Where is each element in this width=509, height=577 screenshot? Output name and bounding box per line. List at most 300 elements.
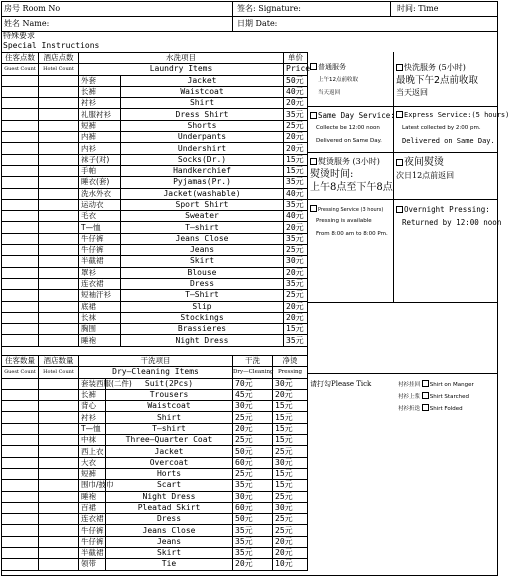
item-name-cn: 底裙 [79,301,121,312]
laundry-subheader-row [2,64,308,75]
dry-row [2,468,308,479]
dry-row [2,401,308,412]
dry-guest-count-cell[interactable] [2,468,39,479]
dry-subheader-row [2,367,308,378]
pressing-price: 30元 [273,378,308,389]
item-name-cn: 衬衫 [79,98,121,109]
dry-hotel-count-cell[interactable] [39,502,79,513]
pressing-header: 净烫 [273,356,308,367]
item-name-cn: 罩衫 [79,267,121,278]
express-service-option[interactable]: 快洗服务 (5小时) [396,63,466,73]
dry-cleaning-price: 25元 [233,468,273,479]
shirt-starched-checkbox[interactable] [422,392,429,399]
item-price: 35元 [284,109,308,120]
item-name-cn: 睡袍 [79,335,121,346]
item-name-en: Pyjamas(Pr.) [121,177,284,188]
hotel-count-cell[interactable] [39,222,79,233]
item-name-en: Night Dress [121,335,284,346]
item-price: 40元 [284,211,308,222]
item-name-en: T—Shirt [121,290,284,301]
item-name-cn: 外套 [79,75,121,86]
guest-count-cell[interactable] [2,335,39,346]
guest-count-cell[interactable] [2,120,39,131]
item-name-en: Shorts [121,120,284,131]
dry-item-name-en: T—shirt [106,423,233,434]
dry-item-name-cn: 连衣裙 [79,514,106,525]
item-price: 15元 [284,324,308,335]
item-name-cn: 礼服衬衫 [79,109,121,120]
pressing-price: 15元 [273,480,308,491]
guest-count-cell[interactable] [2,199,39,210]
dry-cleaning-price: 60元 [233,457,273,468]
dry-row [2,502,308,513]
hotel-count-cell[interactable] [39,177,79,188]
pressing-service-option[interactable]: 熨烫服务 (3小时) [310,157,380,167]
dry-cleaning-header: 干洗 [233,356,273,367]
dry-cleaning-price: 70元 [233,378,273,389]
guest-count-cell[interactable] [2,256,39,267]
date-label: 日期 Date: [237,19,278,28]
pressing-price: 20元 [273,548,308,559]
dry-row [2,412,308,423]
dry-item-name-en: Trousers [106,389,233,400]
hotel-count-cell[interactable] [39,278,79,289]
item-name-cn: 短袖汗衫 [79,290,121,301]
item-name-cn: 毛衣 [79,211,121,222]
laundry-table [1,52,311,347]
dry-hotel-count-cell[interactable] [39,559,79,570]
dry-guest-count-cell[interactable] [2,536,39,547]
guest-count-cell[interactable] [2,312,39,323]
dry-item-name-cn: 半截裙 [79,548,106,559]
dry-hotel-count-cell[interactable] [39,412,79,423]
item-name-cn: 牛仔裤 [79,245,121,256]
dry-cleaning-price: 20元 [233,423,273,434]
laundry-row [2,86,308,97]
laundry-row [2,335,308,346]
guest-count-cell[interactable] [2,75,39,86]
guest-count-cell[interactable] [2,109,39,120]
dry-item-name-en: Scart [106,480,233,491]
dry-hotel-count-cell[interactable] [39,378,79,389]
hotel-count-cell[interactable] [39,109,79,120]
dry-item-name-cn: 百裙 [79,502,106,513]
dry-item-name-en: Jacket [106,446,233,457]
item-name-cn: 长袜 [79,312,121,323]
guest-count-cell[interactable] [2,222,39,233]
pressing-service-note-1: 熨烫时间: [310,169,354,180]
overnight-service-en-note: Returned by 12:00 noon [402,218,502,227]
hotel-count-cell[interactable] [39,132,79,143]
please-tick-label: 请打勾Please Tick [310,380,372,388]
item-name-en: Shirt [121,98,284,109]
dry-guest-count-cell[interactable] [2,491,39,502]
item-name-en: Dress Shirt [121,109,284,120]
hotel-count-cell[interactable] [39,335,79,346]
guest-count-cell[interactable] [2,211,39,222]
item-name-en: Sport Shirt [121,199,284,210]
hotel-count-cell[interactable] [39,188,79,199]
item-name-cn: T—恤 [79,222,121,233]
item-price: 20元 [284,98,308,109]
laundry-items-subheader: Laundry Items [79,64,284,75]
laundry-row [2,199,308,210]
item-price: 35元 [284,233,308,244]
laundry-row [2,109,308,120]
overnight-service-en-option[interactable]: Overnight Pressing: [396,205,490,214]
dry-item-name-cn: T—恤 [79,423,106,434]
pressing-service-note-2: 上午8点至下午8点 [310,182,393,193]
guest-count-cell[interactable] [2,301,39,312]
dry-items-subheader: Dry—Cleaning Items [79,367,233,378]
express-service-checkbox[interactable] [396,64,403,71]
item-price: 35元 [284,199,308,210]
dry-item-name-en: Suit(2Pcs) [106,378,233,389]
dry-cleaning-price: 35元 [233,525,273,536]
pressing-price: 10元 [273,559,308,570]
dry-guest-count-cell[interactable] [2,559,39,570]
dry-item-name-en: Jeans [106,536,233,547]
dry-guest-count-cell[interactable] [2,446,39,457]
pressing-service-en-checkbox[interactable] [310,205,317,212]
express-service-note-1: 最晚下午2点前收取 [396,75,479,86]
dry-item-name-cn: 长裤 [79,389,106,400]
special-instructions-cn: 特殊要求 [3,31,35,40]
item-name-cn: 袜子(对) [79,154,121,165]
guest-count-cell[interactable] [2,86,39,97]
dry-hotel-count-cell[interactable] [39,514,79,525]
dry-hotel-count-cell[interactable] [39,491,79,502]
laundry-row [2,188,308,199]
dry-cleaning-price: 25元 [233,412,273,423]
dry-hotel-count-cell[interactable] [39,468,79,479]
shirt-on-hanger-option[interactable]: 衬衫挂回 Shirt on Manger [398,382,474,388]
same-day-service-option[interactable]: Same Day Service: [310,111,395,120]
laundry-row [2,98,308,109]
pressing-service-en-note-1: Pressing is available [316,218,372,224]
hotel-count-cell[interactable] [39,143,79,154]
laundry-row [2,256,308,267]
dry-hotel-count-cell[interactable] [39,525,79,536]
dry-guest-count-cell[interactable] [2,457,39,468]
dry-cleaning-price: 35元 [233,480,273,491]
laundry-header-row [2,53,308,64]
pressing-price: 30元 [273,502,308,513]
express-service-en-note-2: Delivered on Same Day. [402,137,495,145]
hotel-count-cell[interactable] [39,301,79,312]
laundry-row [2,267,308,278]
same-day-service-checkbox[interactable] [310,112,317,119]
dry-item-name-en: Pleatad Skirt [106,502,233,513]
dry-guest-count-cell[interactable] [2,548,39,559]
guest-count-cell[interactable] [2,267,39,278]
same-day-service-note-2: Delivered on Same Day. [316,138,382,144]
regular-service-option[interactable]: 普通服务 [310,63,346,71]
dry-hotel-count-cell[interactable] [39,480,79,491]
shirt-starched-option[interactable]: 衬衫上浆 Shirt Starched [398,394,469,400]
dry-row [2,559,308,570]
dry-hotel-count-cell[interactable] [39,401,79,412]
item-name-cn: 内裤 [79,132,121,143]
item-price: 20元 [284,222,308,233]
item-name-en: Skirt [121,256,284,267]
hotel-count-cell[interactable] [39,120,79,131]
dry-cleaning-price: 20元 [233,559,273,570]
guest-count-cell[interactable] [2,132,39,143]
overnight-service-checkbox[interactable] [396,159,403,166]
dry-row [2,525,308,536]
hotel-count-cell[interactable] [39,86,79,97]
item-name-cn: 运动衣 [79,199,121,210]
dry-cleaning-price: 60元 [233,502,273,513]
dry-hotel-count-cell[interactable] [39,457,79,468]
item-price: 20元 [284,301,308,312]
item-name-en: Stockings [121,312,284,323]
dry-guest-count-cell[interactable] [2,389,39,400]
shirt-on-hanger-checkbox[interactable] [422,380,429,387]
dry-hotel-count-cell[interactable] [39,435,79,446]
laundry-row [2,278,308,289]
dry-row [2,378,308,389]
guest-count-cell[interactable] [2,165,39,176]
pressing-price: 25元 [273,446,308,457]
pressing-subheader: Pressing [273,367,308,378]
item-price: 20元 [284,143,308,154]
price-header: 单价 [284,53,308,64]
guest-count-cell[interactable] [2,154,39,165]
dry-cleaning-price: 30元 [233,491,273,502]
laundry-row [2,312,308,323]
overnight-service-note: 次日12点前返回 [396,171,455,180]
dry-item-name-en: Night Dress [106,491,233,502]
dry-hotel-count-subheader: Hotel Count [39,367,79,378]
hotel-count-cell[interactable] [39,290,79,301]
guest-count-cell[interactable] [2,188,39,199]
dry-items-header: 干洗项目 [79,356,233,367]
dry-item-name-en: Dress [106,514,233,525]
dry-guest-count-cell[interactable] [2,423,39,434]
laundry-row [2,301,308,312]
dry-row [2,435,308,446]
dry-item-name-cn: 衬衫 [79,412,106,423]
pressing-price: 30元 [273,457,308,468]
item-name-en: Slip [121,301,284,312]
regular-service-note-2: 当天返回 [318,90,341,96]
dry-row [2,446,308,457]
dry-item-name-en: Horts [106,468,233,479]
dry-item-name-cn: 围巾/披巾 [79,480,106,491]
guest-count-cell[interactable] [2,143,39,154]
dry-cleaning-price: 30元 [233,401,273,412]
express-service-en-checkbox[interactable] [396,111,403,118]
laundry-row [2,233,308,244]
pressing-price: 25元 [273,525,308,536]
dry-hotel-count-cell[interactable] [39,548,79,559]
pressing-price: 25元 [273,514,308,525]
overnight-service-en-checkbox[interactable] [396,206,403,213]
guest-count-cell[interactable] [2,177,39,188]
dry-cleaning-price: 35元 [233,548,273,559]
item-name-cn: 睡衣(套) [79,177,121,188]
pressing-price: 15元 [273,468,308,479]
item-price: 20元 [284,312,308,323]
dry-cleaning-subheader: Dry—Cleaning [233,367,273,378]
express-service-en-note-1: Latest collected by 2:00 pm. [402,125,481,131]
dry-cleaning-price: 35元 [233,536,273,547]
item-name-cn: 短裤 [79,120,121,131]
hotel-count-cell[interactable] [39,211,79,222]
item-name-en: T—shirt [121,222,284,233]
item-name-en: Undershirt [121,143,284,154]
dry-cleaning-price: 25元 [233,435,273,446]
laundry-row [2,290,308,301]
item-price: 25元 [284,290,308,301]
hotel-count-header: 酒店点数 [39,53,79,64]
price-subheader: Price [284,64,308,75]
hotel-count-cell[interactable] [39,154,79,165]
item-price: 30元 [284,256,308,267]
dry-hotel-count-cell[interactable] [39,446,79,457]
guest-count-cell[interactable] [2,324,39,335]
pressing-service-checkbox[interactable] [310,158,317,165]
dry-guest-count-cell[interactable] [2,401,39,412]
hotel-count-cell[interactable] [39,165,79,176]
room-no-label: 房号 Room No [4,4,61,13]
signature-label: 签名: Signature: [237,4,301,13]
hotel-count-cell[interactable] [39,98,79,109]
dry-guest-count-cell[interactable] [2,435,39,446]
dry-item-name-en: Shirt [106,412,233,423]
dry-item-name-en: Skirt [106,548,233,559]
dry-row [2,389,308,400]
dry-hotel-count-cell[interactable] [39,536,79,547]
item-price: 25元 [284,245,308,256]
guest-count-cell[interactable] [2,233,39,244]
dry-row [2,514,308,525]
laundry-row [2,143,308,154]
laundry-row [2,177,308,188]
dry-hotel-count-cell[interactable] [39,389,79,400]
pressing-price: 20元 [273,389,308,400]
hotel-count-cell[interactable] [39,75,79,86]
pressing-price: 25元 [273,491,308,502]
hotel-count-cell[interactable] [39,324,79,335]
special-instructions [3,31,99,51]
item-name-en: Dress [121,278,284,289]
dry-guest-count-cell[interactable] [2,412,39,423]
dry-row [2,536,308,547]
pressing-price: 15元 [273,423,308,434]
hotel-count-cell[interactable] [39,312,79,323]
dry-item-name-cn: 牛仔裤 [79,536,106,547]
laundry-row [2,211,308,222]
express-service-note-2: 当天返回 [396,88,428,97]
item-price: 25元 [284,120,308,131]
hotel-count-cell[interactable] [39,267,79,278]
item-price: 35元 [284,335,308,346]
item-price: 40元 [284,86,308,97]
item-name-en: Jeans Close [121,233,284,244]
special-instructions-en: Special Instructions [3,41,100,50]
pressing-service-en-option[interactable]: Pressing Service (3 hours) [310,205,383,213]
shirt-folded-option[interactable]: 衬衫折迭 Shirt Folded [398,406,463,412]
dry-item-name-cn: 套装西服(二件) [79,378,106,389]
item-name-cn: 手帕 [79,165,121,176]
dry-header-row [2,356,308,367]
dry-item-name-en: Waistcoat [106,401,233,412]
overnight-service-option[interactable]: 夜间熨烫 [396,157,444,169]
item-name-en: Jeans [121,245,284,256]
hotel-count-cell[interactable] [39,256,79,267]
dry-item-name-cn: 领带 [79,559,106,570]
item-name-cn: 连衣裙 [79,278,121,289]
dry-item-name-en: Three—Quarter Coat [106,435,233,446]
dry-item-name-cn: 背心 [79,401,106,412]
guest-count-cell[interactable] [2,278,39,289]
hotel-count-cell[interactable] [39,199,79,210]
dry-guest-count-cell[interactable] [2,514,39,525]
item-name-cn: 半截裙 [79,256,121,267]
pressing-price: 15元 [273,435,308,446]
time-label: 时间: Time [397,4,439,13]
guest-count-cell[interactable] [2,98,39,109]
dry-hotel-count-cell[interactable] [39,423,79,434]
item-name-cn: 内衫 [79,143,121,154]
express-service-en-option[interactable]: Express Service:(5 hours) [396,111,509,119]
regular-service-note-1: 上午12点前收取 [318,77,358,83]
laundry-row [2,120,308,131]
pressing-price: 15元 [273,401,308,412]
dry-guest-count-subheader: Guest Count [2,367,39,378]
dry-guest-count-cell[interactable] [2,378,39,389]
item-name-en: Jacket [121,75,284,86]
dry-row [2,480,308,491]
item-price: 35元 [284,177,308,188]
dry-guest-count-header: 住客数量 [2,356,39,367]
item-name-en: Blouse [121,267,284,278]
guest-count-cell[interactable] [2,245,39,256]
dry-item-name-en: Tie [106,559,233,570]
laundry-row [2,222,308,233]
dry-item-name-cn: 中袜 [79,435,106,446]
dry-item-name-cn: 短裤 [79,468,106,479]
laundry-row [2,154,308,165]
regular-service-checkbox[interactable] [310,63,317,70]
laundry-row [2,132,308,143]
name-label: 姓名 Name: [4,19,50,28]
hotel-count-cell[interactable] [39,233,79,244]
header-row-1 [1,1,498,17]
dry-guest-count-cell[interactable] [2,480,39,491]
item-name-en: Brassieres [121,324,284,335]
hotel-count-cell[interactable] [39,245,79,256]
dry-row [2,457,308,468]
shirt-folded-checkbox[interactable] [422,404,429,411]
dry-guest-count-cell[interactable] [2,525,39,536]
item-name-en: Sweater [121,211,284,222]
item-price: 15元 [284,154,308,165]
item-name-en: Socks(Dr.) [121,154,284,165]
dry-guest-count-cell[interactable] [2,502,39,513]
item-price: 40元 [284,188,308,199]
item-price: 20元 [284,132,308,143]
item-name-cn: 牛仔裤 [79,233,121,244]
item-price: 50元 [284,75,308,86]
item-price: 35元 [284,278,308,289]
dry-cleaning-price: 50元 [233,446,273,457]
guest-count-cell[interactable] [2,290,39,301]
guest-count-subheader: Guest Count [2,64,39,75]
